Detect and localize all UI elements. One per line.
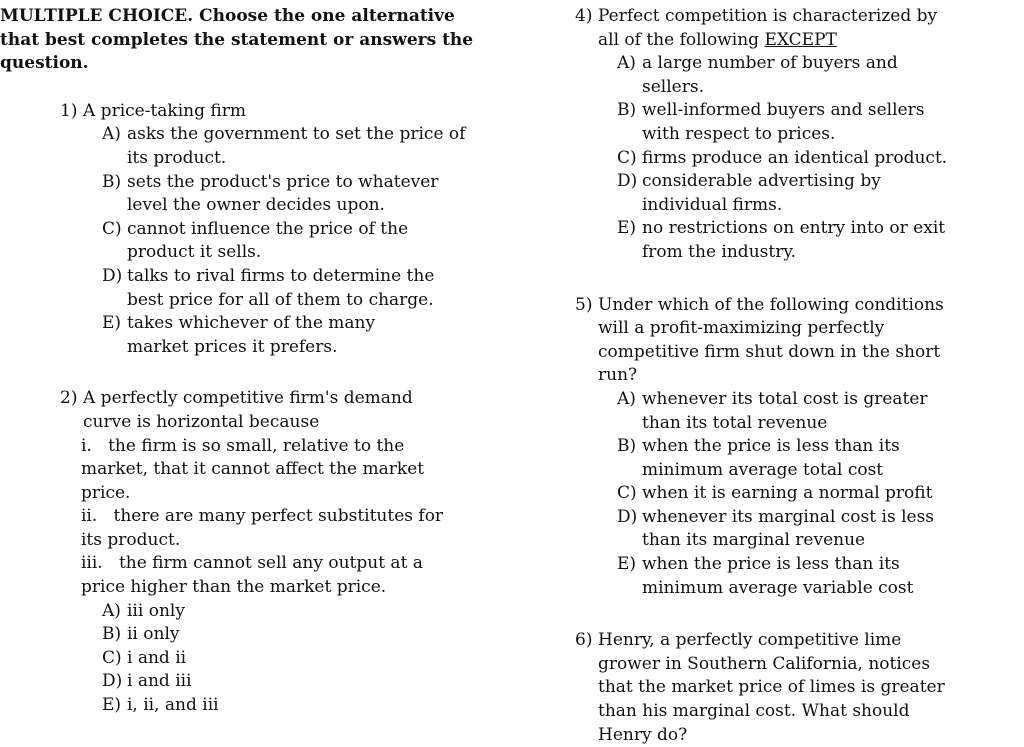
answer-option-d[interactable] — [102, 670, 460, 694]
statement-list — [81, 435, 461, 600]
answer-option-b[interactable] — [617, 435, 962, 482]
statement-text: the firm cannot sell any output at a price higher than the market price. — [81, 553, 423, 598]
answer-option-a[interactable] — [102, 123, 472, 170]
answer-option-a[interactable] — [102, 600, 460, 624]
option-text: when it is earning a normal profit — [642, 483, 933, 504]
option-text: i and iii — [127, 671, 192, 692]
right-column — [575, 5, 1015, 747]
option-label: C) — [102, 647, 122, 668]
option-text: firms produce an identical product. — [642, 147, 948, 168]
option-label: B) — [617, 436, 637, 457]
option-label: D) — [617, 171, 638, 192]
question-stem — [598, 5, 955, 52]
option-label: A) — [617, 388, 636, 409]
statement-iii — [81, 552, 461, 599]
answer-options — [102, 123, 472, 359]
option-text: asks the government to set the price of its product. — [127, 124, 466, 168]
option-label: A) — [617, 53, 636, 74]
stem-emphasis: EXCEPT — [764, 29, 837, 50]
option-text: talks to rival firms to determine the best price for all of them to charge. — [127, 265, 435, 310]
option-label: D) — [102, 265, 123, 286]
answer-option-d[interactable] — [617, 506, 962, 553]
statement-i — [81, 435, 461, 506]
option-label: E) — [102, 313, 122, 334]
statement-ii — [81, 505, 461, 552]
option-text: whenever its total cost is greater than its total revenue — [642, 388, 928, 433]
left-column — [0, 5, 500, 718]
option-text: i and ii — [127, 647, 187, 668]
answer-option-b[interactable] — [102, 623, 460, 647]
option-label: D) — [617, 506, 638, 527]
option-label: A) — [102, 600, 121, 621]
answer-option-c[interactable] — [617, 147, 957, 171]
option-text: well-informed buyers and sellers with respect to prices. — [642, 100, 925, 144]
question-stem: Henry, a perfectly competitive lime grower in Southern California, notices that the market price of limes is greater than his marginal cost. What should Henry do? — [598, 630, 945, 745]
answer-option-b[interactable] — [617, 99, 957, 146]
statement-text: there are many perfect substitutes for its product. — [81, 506, 444, 550]
question-number: 4) — [575, 6, 593, 26]
answer-options — [617, 52, 957, 264]
option-label: D) — [102, 671, 123, 692]
option-text: ii only — [127, 624, 180, 645]
answer-option-b[interactable] — [102, 171, 472, 218]
question-number: 2) — [60, 388, 78, 409]
option-text: considerable advertising by individual firms. — [642, 171, 881, 215]
option-text: i, ii, and iii — [127, 695, 219, 716]
stem-text: Perfect competition is characterized by all of the following — [598, 6, 938, 50]
option-label: E) — [617, 218, 637, 239]
option-text: a large number of buyers and sellers. — [642, 53, 898, 97]
option-text: no restrictions on entry into or exit from the industry. — [642, 218, 946, 262]
answer-option-e[interactable] — [617, 553, 962, 600]
option-label: C) — [617, 147, 637, 168]
statement-text: the firm is so small, relative to the market, that it cannot affect the market price. — [81, 435, 425, 503]
option-label: B) — [617, 100, 637, 121]
answer-option-d[interactable] — [617, 170, 957, 217]
answer-options — [617, 388, 962, 600]
question-2 — [60, 387, 460, 717]
answer-option-a[interactable] — [617, 52, 957, 99]
answer-option-e[interactable] — [102, 312, 437, 359]
section-heading: MULTIPLE CHOICE. Choose the one alternative that best completes the statement or answers the question. — [0, 6, 474, 74]
option-label: C) — [102, 218, 122, 239]
answer-options — [102, 600, 460, 718]
option-label: B) — [102, 624, 122, 645]
answer-option-d[interactable] — [102, 265, 462, 312]
answer-option-c[interactable] — [102, 218, 462, 265]
question-number: 6) — [575, 630, 593, 651]
option-label: A) — [102, 124, 121, 145]
statement-label: iii. — [81, 553, 103, 574]
option-text: whenever its marginal cost is less than its marginal revenue — [642, 506, 935, 551]
question-stem: A perfectly competitive firm's demand curve is horizontal because — [83, 388, 413, 432]
answer-option-a[interactable] — [617, 388, 962, 435]
answer-option-c[interactable] — [617, 482, 962, 506]
answer-option-e[interactable] — [102, 694, 460, 718]
answer-option-c[interactable] — [102, 647, 460, 671]
statement-label: ii. — [81, 506, 98, 527]
question-stem: Under which of the following conditions will a profit-maximizing perfectly competitive firm shut down in the short run? — [598, 294, 944, 386]
option-text: sets the product's price to whatever level the owner decides upon. — [127, 171, 439, 216]
statement-label: i. — [81, 435, 92, 456]
option-label: E) — [617, 554, 637, 575]
answer-option-e[interactable] — [617, 217, 957, 264]
question-4 — [575, 5, 955, 265]
option-label: C) — [617, 483, 637, 504]
question-6 — [575, 629, 975, 747]
option-label: E) — [102, 695, 122, 716]
question-number: 5) — [575, 294, 593, 315]
option-text: iii only — [127, 600, 185, 621]
question-number: 1) — [60, 100, 78, 121]
option-text: when the price is less than its minimum average variable cost — [642, 554, 914, 598]
question-1 — [60, 100, 466, 360]
option-text: when the price is less than its minimum average total cost — [642, 436, 900, 480]
option-label: B) — [102, 171, 122, 192]
question-stem: A price-taking firm — [83, 100, 246, 121]
option-text: cannot influence the price of the product it sells. — [127, 218, 409, 263]
question-5 — [575, 294, 975, 601]
option-text: takes whichever of the many market prices it prefers. — [127, 313, 376, 357]
